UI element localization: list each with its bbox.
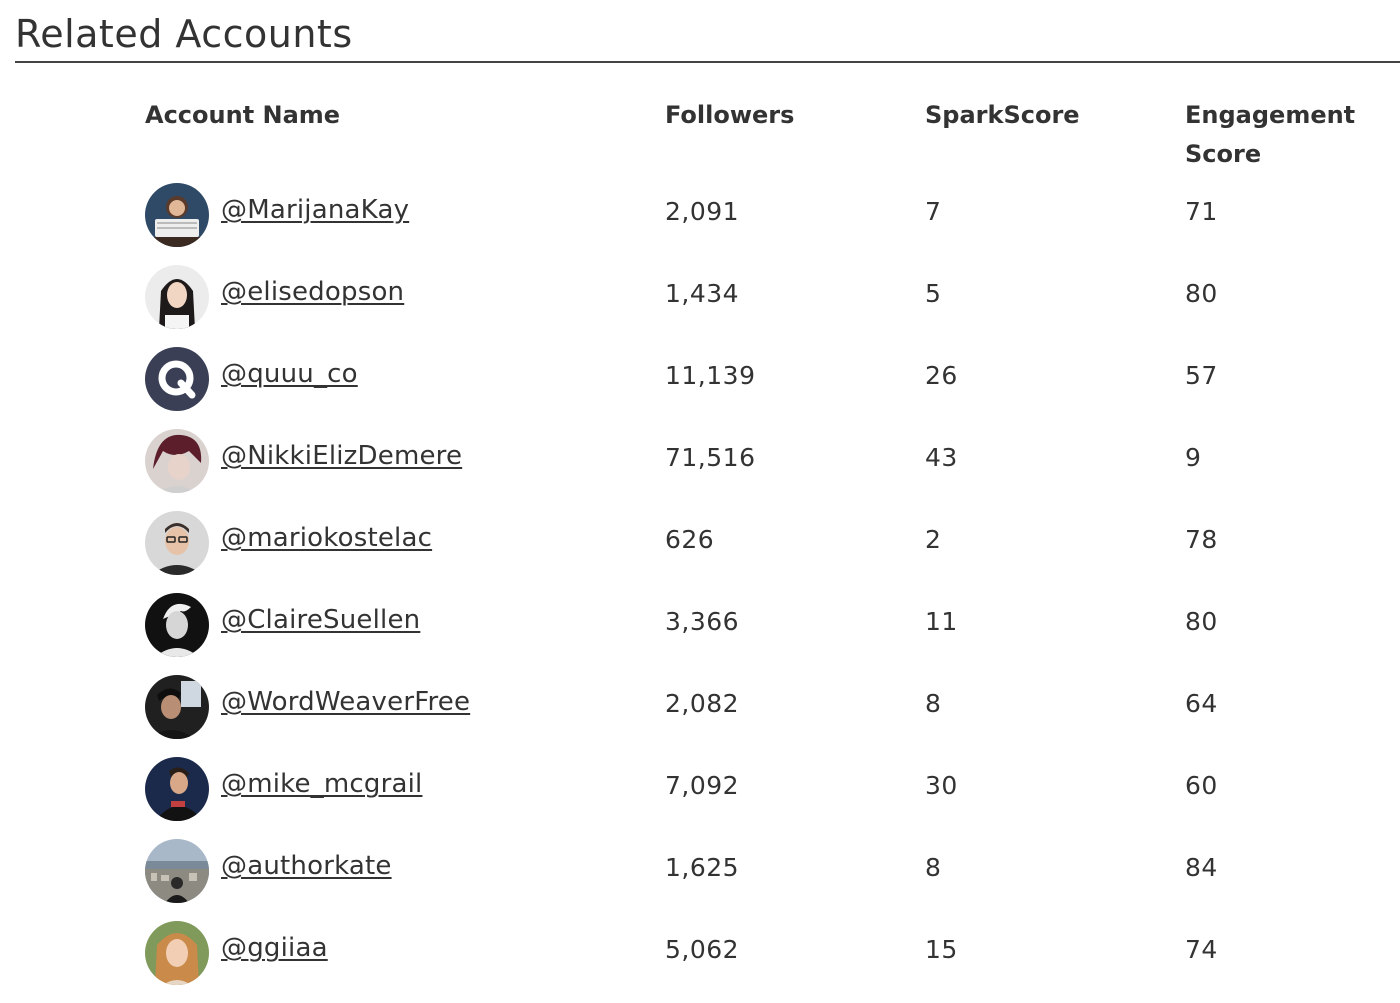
avatar[interactable] bbox=[145, 511, 209, 575]
related-accounts-table bbox=[145, 96, 1395, 1003]
account-handle-link[interactable]: @mike_mcgrail bbox=[221, 769, 423, 799]
avatar-photo-icon bbox=[145, 593, 209, 657]
column-header-sparkscore: SparkScore bbox=[925, 101, 1080, 129]
table-row bbox=[145, 593, 1395, 675]
engagement-value: 9 bbox=[1185, 443, 1202, 472]
column-header-followers: Followers bbox=[665, 101, 795, 129]
account-handle-link[interactable]: @quuu_co bbox=[221, 359, 358, 389]
followers-value: 2,082 bbox=[665, 689, 740, 718]
avatar-photo-icon bbox=[145, 839, 209, 903]
account-handle-link[interactable]: @ggiiaa bbox=[221, 933, 328, 963]
table-row bbox=[145, 429, 1395, 511]
account-handle-link[interactable]: @NikkiElizDemere bbox=[221, 441, 463, 471]
avatar-photo-icon bbox=[145, 183, 209, 247]
account-handle-link[interactable]: @ClaireSuellen bbox=[221, 605, 421, 635]
table-row bbox=[145, 757, 1395, 839]
table-row bbox=[145, 265, 1395, 347]
followers-value: 2,091 bbox=[665, 197, 740, 226]
table-row bbox=[145, 675, 1395, 757]
sparkscore-value: 26 bbox=[925, 361, 958, 390]
sparkscore-value: 7 bbox=[925, 197, 942, 226]
avatar[interactable] bbox=[145, 921, 209, 985]
table-header bbox=[145, 96, 1395, 183]
table-row bbox=[145, 921, 1395, 1003]
quuu-logo-icon bbox=[145, 347, 209, 411]
followers-value: 11,139 bbox=[665, 361, 756, 390]
engagement-value: 84 bbox=[1185, 853, 1218, 882]
avatar[interactable] bbox=[145, 347, 209, 411]
account-handle-link[interactable]: @WordWeaverFree bbox=[221, 687, 471, 717]
avatar[interactable] bbox=[145, 757, 209, 821]
engagement-value: 57 bbox=[1185, 361, 1218, 390]
account-handle-link[interactable]: @mariokostelac bbox=[221, 523, 433, 553]
column-header-account-name: Account Name bbox=[145, 101, 341, 129]
engagement-value: 74 bbox=[1185, 935, 1218, 964]
followers-value: 3,366 bbox=[665, 607, 740, 636]
engagement-value: 71 bbox=[1185, 197, 1218, 226]
engagement-value: 80 bbox=[1185, 279, 1218, 308]
engagement-value: 80 bbox=[1185, 607, 1218, 636]
sparkscore-value: 2 bbox=[925, 525, 942, 554]
account-handle-link[interactable]: @elisedopson bbox=[221, 277, 405, 307]
engagement-value: 64 bbox=[1185, 689, 1218, 718]
sparkscore-value: 15 bbox=[925, 935, 958, 964]
account-handle-link[interactable]: @MarijanaKay bbox=[221, 195, 410, 225]
avatar-photo-icon bbox=[145, 429, 209, 493]
avatar[interactable] bbox=[145, 675, 209, 739]
avatar-photo-icon bbox=[145, 265, 209, 329]
engagement-value: 60 bbox=[1185, 771, 1218, 800]
title-divider bbox=[15, 61, 1400, 63]
avatar[interactable] bbox=[145, 265, 209, 329]
account-handle-link[interactable]: @authorkate bbox=[221, 851, 392, 881]
followers-value: 71,516 bbox=[665, 443, 756, 472]
sparkscore-value: 8 bbox=[925, 853, 942, 882]
followers-value: 1,625 bbox=[665, 853, 740, 882]
table-row bbox=[145, 511, 1395, 593]
column-header-engagement-line1: Engagement bbox=[1185, 101, 1356, 129]
sparkscore-value: 8 bbox=[925, 689, 942, 718]
avatar-photo-icon bbox=[145, 511, 209, 575]
avatar[interactable] bbox=[145, 429, 209, 493]
table-row bbox=[145, 839, 1395, 921]
followers-value: 5,062 bbox=[665, 935, 740, 964]
column-header-engagement-score bbox=[1185, 96, 1385, 174]
engagement-value: 78 bbox=[1185, 525, 1218, 554]
column-header-engagement-line2: Score bbox=[1185, 140, 1262, 168]
followers-value: 1,434 bbox=[665, 279, 740, 308]
avatar-photo-icon bbox=[145, 757, 209, 821]
avatar-photo-icon bbox=[145, 675, 209, 739]
table-row bbox=[145, 347, 1395, 429]
sparkscore-value: 30 bbox=[925, 771, 958, 800]
followers-value: 7,092 bbox=[665, 771, 740, 800]
table-row bbox=[145, 183, 1395, 265]
sparkscore-value: 5 bbox=[925, 279, 942, 308]
avatar-photo-icon bbox=[145, 921, 209, 985]
sparkscore-value: 43 bbox=[925, 443, 958, 472]
sparkscore-value: 11 bbox=[925, 607, 958, 636]
page-title: Related Accounts bbox=[15, 12, 353, 56]
avatar[interactable] bbox=[145, 839, 209, 903]
followers-value: 626 bbox=[665, 525, 715, 554]
avatar[interactable] bbox=[145, 183, 209, 247]
avatar[interactable] bbox=[145, 593, 209, 657]
